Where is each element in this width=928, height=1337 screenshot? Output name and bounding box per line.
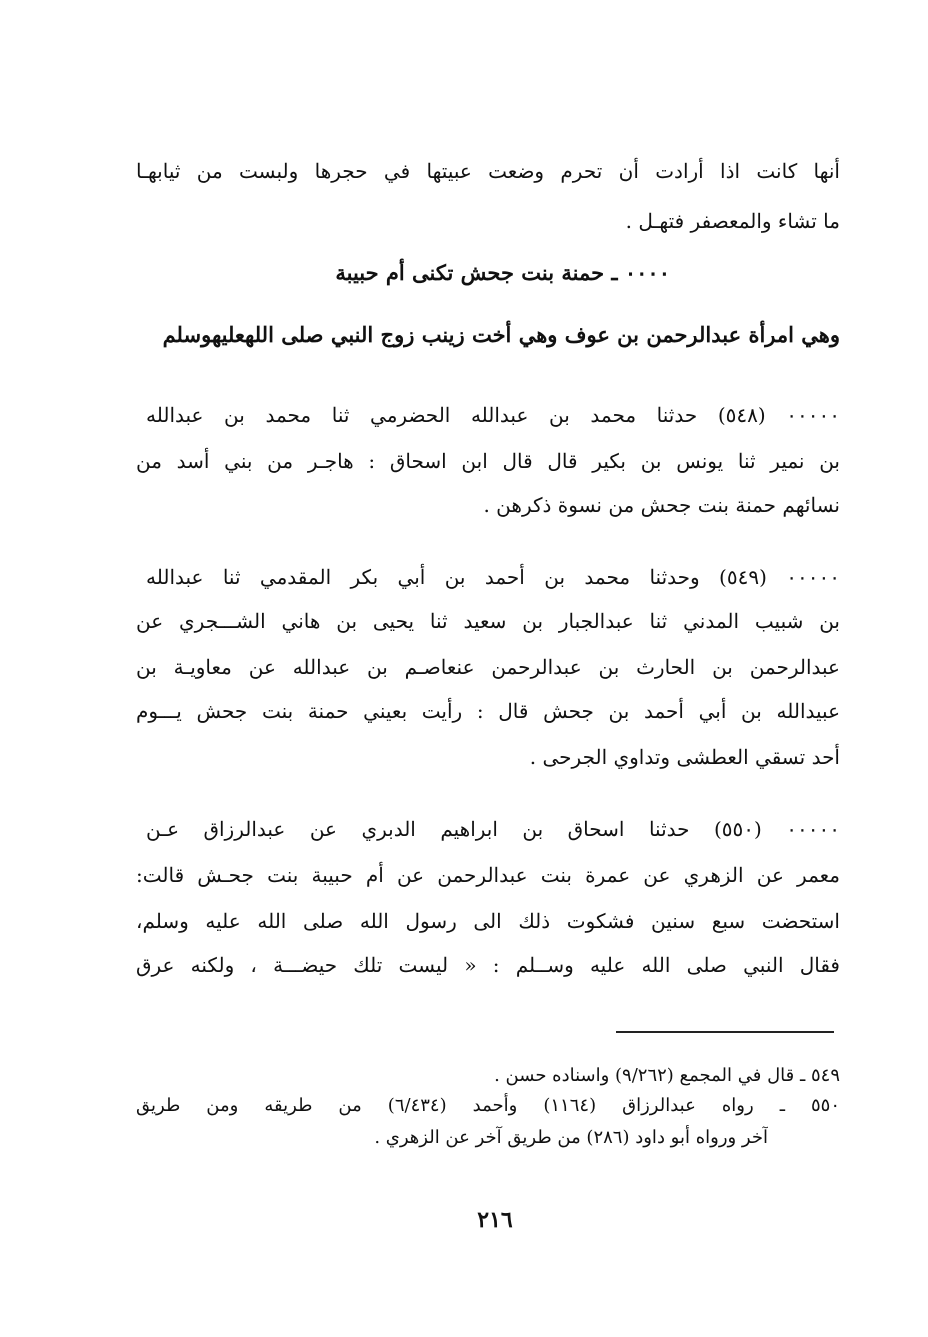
footnote-divider bbox=[616, 1031, 834, 1033]
hadith-548-line-2: بن نمير ثنا يونس بن بكير قال قال ابن اسحاق : هاجـر من بني أسد من bbox=[136, 449, 840, 473]
section-title: ٠٠٠٠ ـ حمنة بنت جحش تكنى أم حبيبة bbox=[335, 260, 670, 285]
intro-line-2: ما تشاء والمعصفر فتهـل . bbox=[625, 209, 840, 233]
hadith-548-line-3: نسائهم حمنة بنت جحش من نسوة ذكرهن . bbox=[483, 493, 840, 517]
hadith-549-line-4: عبيدالله بن أبي أحمد بن جحش قال : رأيت بعيني حمنة بنت جحش يـــوم bbox=[136, 699, 840, 723]
footnote-550-line-2: آخر ورواه أبو داود (٢٨٦) من طريق آخر عن الزهري . bbox=[374, 1127, 768, 1148]
hadith-550-line-1: ٠٠٠٠٠ (٥٥٠) حدثنا اسحاق بن ابراهيم الدبري عن عبدالرزاق عـن bbox=[146, 817, 840, 841]
section-subtitle: وهي امرأة عبدالرحمن بن عوف وهي أخت زينب زوج النبي صلى اللهعليهوسلم bbox=[162, 322, 840, 347]
hadith-549-line-3: عبدالرحمن بن الحارث بن عبدالرحمن عنعاصـم بن عبدالله عن معاويـة بن bbox=[136, 655, 840, 679]
intro-line-1: أنها كانت اذا أرادت أن تحرم وضعت عبيتها في حجرها ولبست من ثيابهـا bbox=[136, 159, 840, 183]
hadith-550-line-4: فقال النبي صلى الله عليه وســلم : « ليست تلك حيضـــة ، ولكنه عرق bbox=[136, 953, 840, 977]
hadith-549-line-2: بن شبيب المدني ثنا عبدالجبار بن سعيد ثنا يحيى بن هاني الشـــجري عن bbox=[136, 609, 840, 633]
hadith-550-line-2: معمر عن الزهري عن عمرة بنت عبدالرحمن عن أم حبيبة بنت جحـش قالت: bbox=[136, 863, 840, 887]
footnote-550-line-1: ٥٥٠ ـ رواه عبدالرزاق (١١٦٤) وأحمد (٦/٤٣٤) من طريقه ومن طريق bbox=[136, 1095, 840, 1116]
hadith-549-line-1: ٠٠٠٠٠ (٥٤٩) وحدثنا محمد بن أحمد بن أبي بكر المقدمي ثنا عبدالله bbox=[146, 565, 840, 589]
hadith-549-line-5: أحد تسقي العطشى وتداوي الجرحى . bbox=[529, 745, 840, 769]
hadith-550-line-3: استحضت سبع سنين فشكوت ذلك الى رسول الله صلى الله عليه وسلم، bbox=[136, 909, 840, 933]
footnote-549: ٥٤٩ ـ قال في المجمع (٩/٢٦٢) واسناده حسن . bbox=[494, 1065, 840, 1086]
page-number: ٢١٦ bbox=[477, 1207, 513, 1233]
hadith-548-line-1: ٠٠٠٠٠ (٥٤٨) حدثنا محمد بن عبدالله الحضرمي ثنا محمد بن عبدالله bbox=[146, 403, 840, 427]
